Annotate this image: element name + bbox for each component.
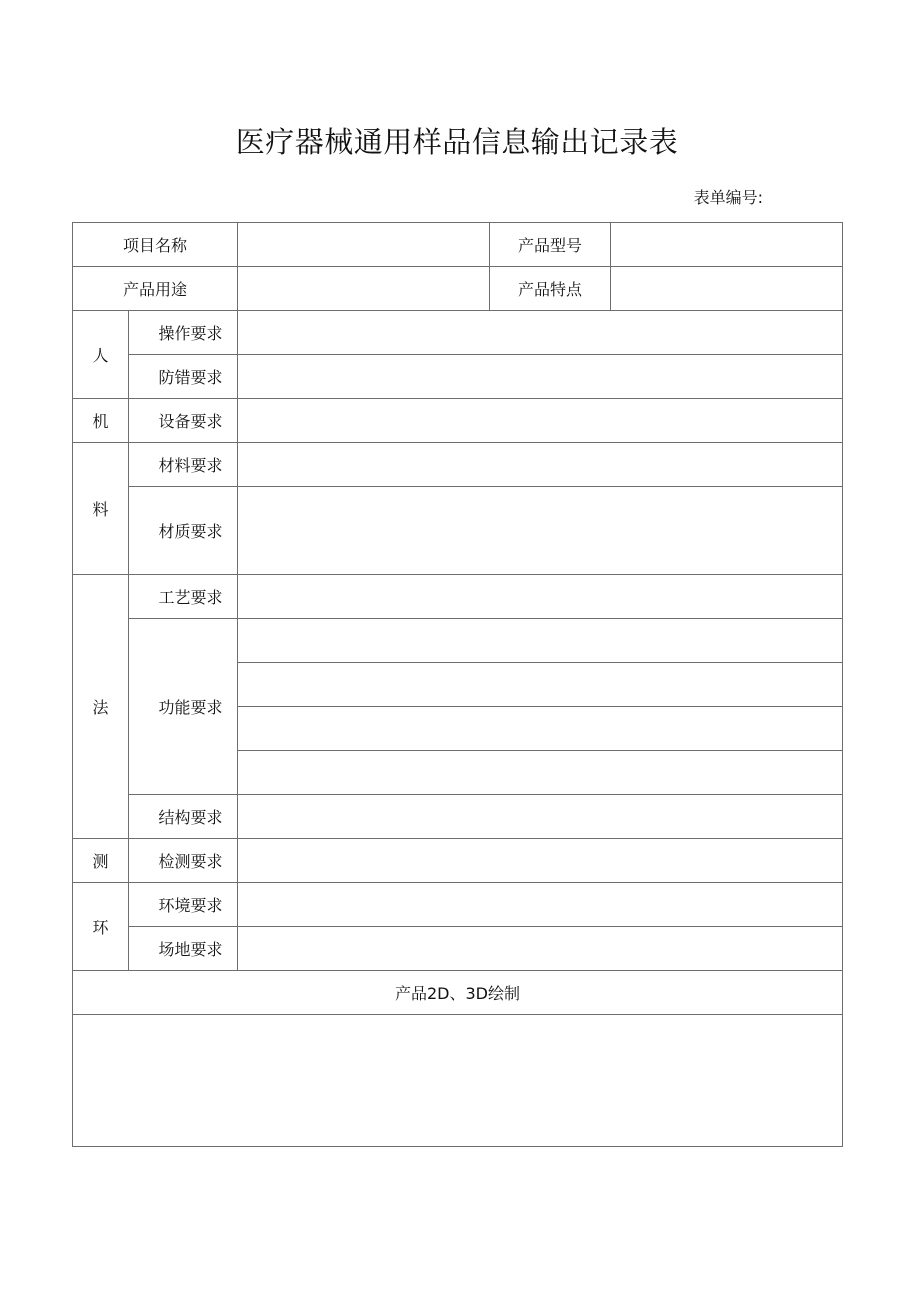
table-row <box>73 399 843 443</box>
material-requirement-label: 材料要求 <box>129 443 238 487</box>
category-fa: 法 <box>73 575 129 839</box>
table-row <box>73 1015 843 1147</box>
error-proofing-requirement-label: 防错要求 <box>129 355 238 399</box>
table-row <box>73 927 843 971</box>
structure-requirement-field[interactable] <box>238 795 843 839</box>
record-table <box>72 222 843 1147</box>
table-row <box>73 223 843 267</box>
category-liao: 料 <box>73 443 129 575</box>
table-row <box>73 619 843 663</box>
table-row <box>73 971 843 1015</box>
inspection-requirement-label: 检测要求 <box>129 839 238 883</box>
table-row <box>73 575 843 619</box>
function-requirement-label: 功能要求 <box>129 619 238 795</box>
project-name-label: 项目名称 <box>73 223 238 267</box>
site-requirement-label: 场地要求 <box>129 927 238 971</box>
page-title: 医疗器械通用样品信息输出记录表 <box>235 125 679 159</box>
product-use-field[interactable] <box>238 267 490 311</box>
function-requirement-field-2[interactable] <box>238 663 843 707</box>
table-row <box>73 267 843 311</box>
product-feature-label: 产品特点 <box>490 267 611 311</box>
operation-requirement-field[interactable] <box>238 311 843 355</box>
table-row <box>73 443 843 487</box>
table-row <box>73 311 843 355</box>
project-name-field[interactable] <box>238 223 490 267</box>
equipment-requirement-label: 设备要求 <box>129 399 238 443</box>
environment-requirement-label: 环境要求 <box>129 883 238 927</box>
drawing-section-label: 产品2D、3D绘制 <box>73 971 843 1015</box>
category-ji: 机 <box>73 399 129 443</box>
environment-requirement-field[interactable] <box>238 883 843 927</box>
product-use-label: 产品用途 <box>73 267 238 311</box>
process-requirement-field[interactable] <box>238 575 843 619</box>
site-requirement-field[interactable] <box>238 927 843 971</box>
error-proofing-requirement-field[interactable] <box>238 355 843 399</box>
form-number-label: 表单编号: <box>693 188 763 207</box>
equipment-requirement-field[interactable] <box>238 399 843 443</box>
table-row <box>73 795 843 839</box>
structure-requirement-label: 结构要求 <box>129 795 238 839</box>
table-row <box>73 839 843 883</box>
product-feature-field[interactable] <box>611 267 843 311</box>
table-row <box>73 487 843 575</box>
inspection-requirement-field[interactable] <box>238 839 843 883</box>
category-huan: 环 <box>73 883 129 971</box>
category-ce: 测 <box>73 839 129 883</box>
function-requirement-field-4[interactable] <box>238 751 843 795</box>
material-quality-requirement-label: 材质要求 <box>129 487 238 575</box>
operation-requirement-label: 操作要求 <box>129 311 238 355</box>
drawing-area[interactable] <box>73 1015 843 1147</box>
material-requirement-field[interactable] <box>238 443 843 487</box>
function-requirement-field-1[interactable] <box>238 619 843 663</box>
table-row <box>73 355 843 399</box>
product-model-label: 产品型号 <box>490 223 611 267</box>
category-ren: 人 <box>73 311 129 399</box>
table-row <box>73 883 843 927</box>
process-requirement-label: 工艺要求 <box>129 575 238 619</box>
function-requirement-field-3[interactable] <box>238 707 843 751</box>
product-model-field[interactable] <box>611 223 843 267</box>
material-quality-requirement-field[interactable] <box>238 487 843 575</box>
